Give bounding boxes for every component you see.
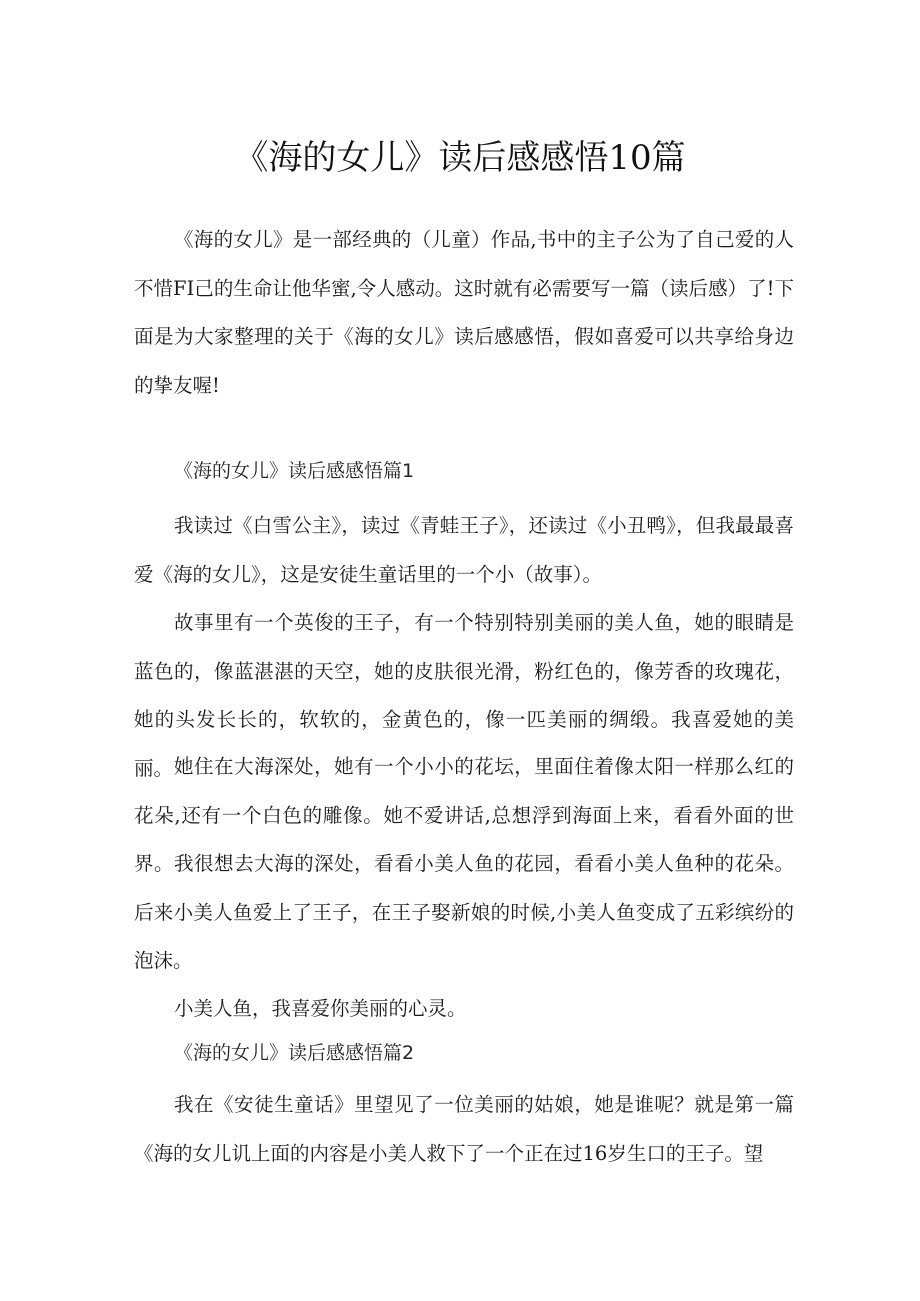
- section-heading-2: 《海的女儿》读后感感悟篇2: [174, 1042, 415, 1064]
- section-1-paragraph-2: 故事里有一个英俊的王子，有一个特别特别美丽的美人鱼，她的眼睛是蓝色的，像蓝湛湛的天空，她的皮肤很光滑，粉红色的，像芳香的玫瑰花，她的头发长长的，软软的，金黄色的，像一匹美丽的绸缎。我喜爱她的美丽。: [134, 611, 794, 780]
- section-heading-1: 《海的女儿》读后感感悟篇1: [174, 460, 415, 482]
- section-1-paragraph-3: 她住在大海深处，她有一个小小的花坛，里面住着像太阳一样那么红的花朵,还有一个白色的雕像。她不爱讲话,总想浮到海面上来，看看外面的世界。我很想去大海的深处，看看小美人鱼的花园，看看小美人鱼种的花朵。后来小美人鱼爱上了王子，在王子娶新娘的时候,小美人鱼变成了五彩缤纷的泡沫。: [134, 755, 794, 972]
- section-1-paragraph-1: 我读过《白雪公主》，读过《青蛙王子》，还读过《小丑鸭》，但我最最喜爱《海的女儿》，这是安徒生童话里的一个小（故事）。: [134, 514, 794, 586]
- intro-paragraph: 《海的女儿》是一部经典的（儿童）作品,书中的主子公为了自己爱的人不惜FI己的生命让他华蜜,令人感动。这时就有必需要写一篇（读后感）了!下面是为大家整理的关于《海的女儿》读后感感悟，假如喜爱可以共享给身边的挚友喔!: [134, 228, 794, 397]
- section-2-paragraph-1: 我在《安徒生童话》里望见了一位美丽的姑娘，她是谁呢？就是第一篇《海的女儿讥上面的内容是小美人救下了一个正在过16岁生口的王子。望: [134, 1093, 794, 1165]
- document-title: 《海的女儿》读后感感悟10篇: [234, 138, 686, 178]
- section-1-paragraph-4: 小美人鱼，我喜爱你美丽的心灵。: [174, 997, 467, 1020]
